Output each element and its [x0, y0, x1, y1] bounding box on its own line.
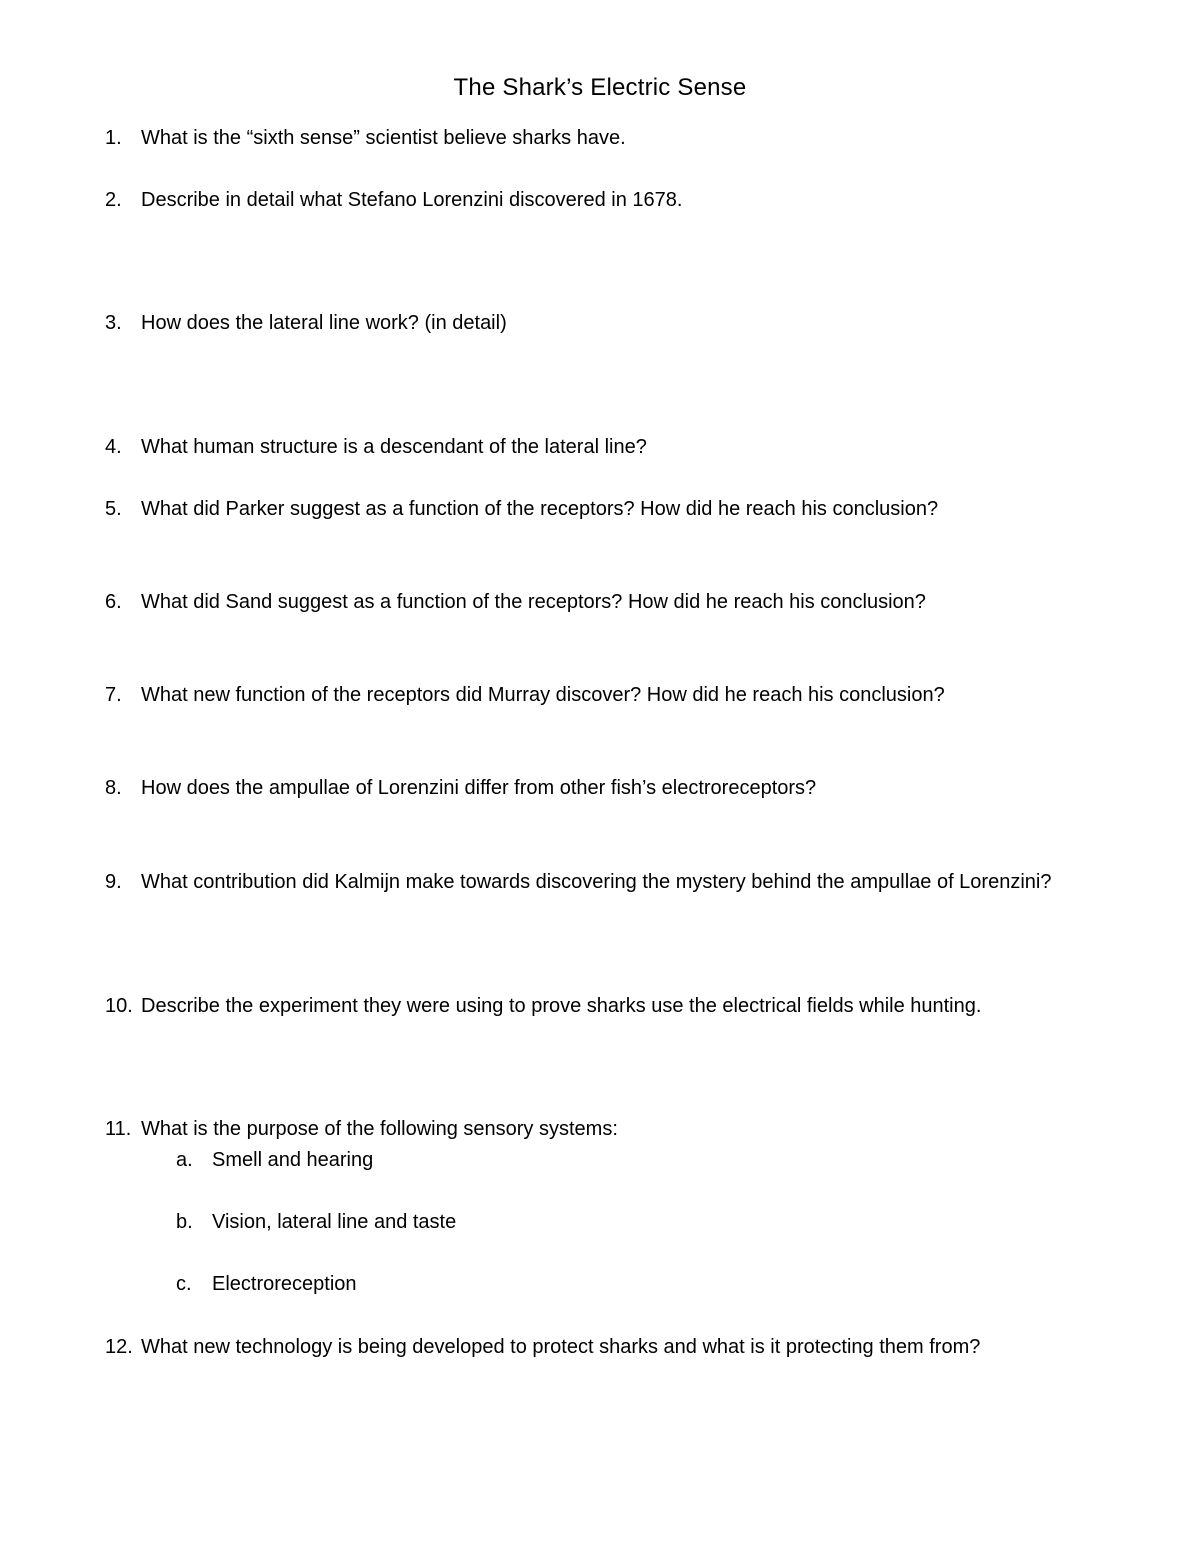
question-text: What human structure is a descendant of the lateral line? [141, 436, 647, 458]
question-number: 11. [105, 1118, 132, 1140]
sub-item-letter: c. [176, 1273, 192, 1295]
question-8 [105, 772, 1085, 804]
question-number: 7. [105, 684, 122, 706]
question-7 [105, 679, 1085, 711]
question-number: 1. [105, 127, 122, 149]
question-number: 8. [105, 777, 122, 799]
question-3 [105, 307, 1085, 339]
question-number: 9. [105, 871, 122, 893]
question-2 [105, 184, 1085, 216]
sub-item-text: Vision, lateral line and taste [212, 1211, 457, 1233]
question-text: What new function of the receptors did Murray discover? How did he reach his conclusion? [141, 684, 945, 706]
question-text: How does the ampullae of Lorenzini differ from other fish’s electroreceptors? [141, 777, 817, 799]
question-text: What is the purpose of the following sensory systems: [141, 1118, 618, 1140]
sub-item-letter: a. [176, 1149, 193, 1171]
sub-item-letter: b. [176, 1211, 193, 1233]
question-5 [105, 493, 1085, 525]
question-11 [105, 1113, 1085, 1145]
question-12 [105, 1331, 1085, 1363]
question-number: 4. [105, 436, 122, 458]
sub-item-text: Electroreception [212, 1273, 357, 1295]
question-number: 3. [105, 312, 122, 334]
question-text: What did Sand suggest as a function of the receptors? How did he reach his conclusion? [141, 591, 926, 613]
sub-item-a [176, 1144, 373, 1176]
question-text: What new technology is being developed to protect sharks and what is it protecting them from? [141, 1336, 981, 1358]
question-10 [105, 990, 1085, 1022]
question-6 [105, 586, 1085, 618]
question-text: What did Parker suggest as a function of the receptors? How did he reach his conclusion? [141, 498, 939, 520]
sub-item-b [176, 1206, 456, 1238]
page-title: The Shark’s Electric Sense [453, 74, 747, 101]
question-text: Describe in detail what Stefano Lorenzini discovered in 1678. [141, 189, 683, 211]
question-text: Describe the experiment they were using to prove sharks use the electrical fields while hunting. [141, 995, 982, 1017]
question-text: How does the lateral line work? (in detail) [141, 312, 507, 334]
question-number: 5. [105, 498, 122, 520]
question-text: What is the “sixth sense” scientist believe sharks have. [141, 127, 626, 149]
sub-item-c [176, 1268, 357, 1300]
question-number: 2. [105, 189, 122, 211]
question-number: 12. [105, 1336, 133, 1358]
question-4 [105, 431, 1085, 463]
question-number: 10. [105, 995, 133, 1017]
question-number: 6. [105, 591, 122, 613]
question-9 [105, 866, 1085, 898]
sub-item-text: Smell and hearing [212, 1149, 374, 1171]
question-1 [105, 122, 1085, 154]
question-text: What contribution did Kalmijn make towards discovering the mystery behind the ampullae of Lorenzini? [141, 871, 1052, 893]
